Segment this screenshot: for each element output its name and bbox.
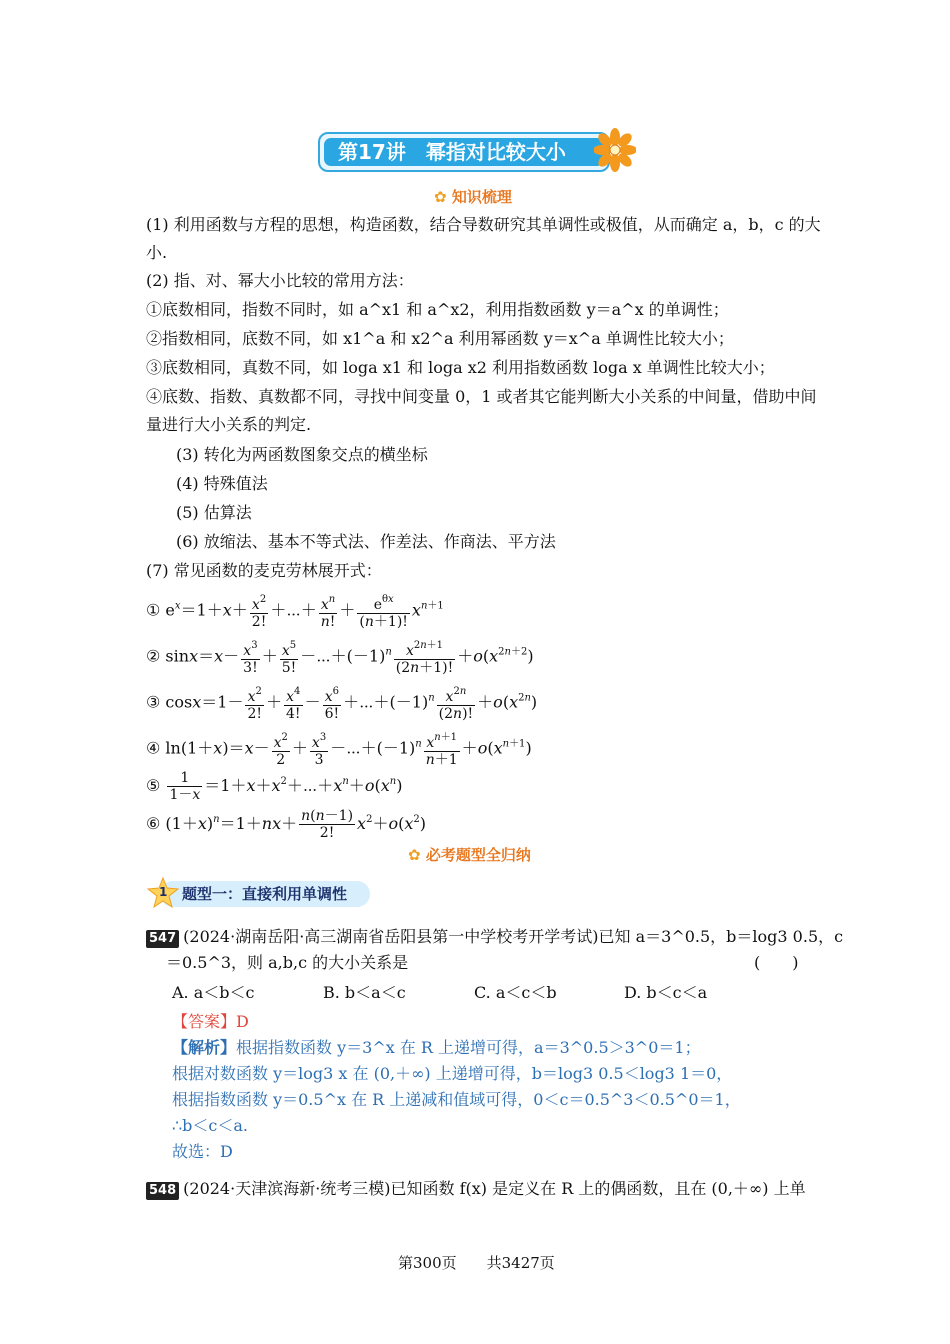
section-header-types [408, 844, 531, 865]
paragraph-5: (5) 估算法 [176, 503, 252, 522]
formula-binomial: ⑥ $(1+x)^n=1+nx+$ $\frac{n(n-1)}{2!}$ $x^2+o(x^2)$ [146, 808, 426, 841]
paragraph-3: (3) 转化为两函数图象交点的横坐标 [176, 445, 428, 464]
question-548-line1 [146, 1178, 806, 1200]
question-number: 548 [146, 1182, 179, 1200]
page-footer: 第300页 共3427页 [398, 1254, 555, 1272]
question-547-line1 [146, 926, 843, 948]
question-number: 547 [146, 930, 179, 948]
analysis-line-2: 根据对数函数 y＝log3 x 在 (0,＋∞) 上递增可得，b＝log3 0.5＜log3 1＝0， [172, 1064, 733, 1083]
flower-icon [594, 128, 636, 172]
analysis-line-1 [172, 1037, 701, 1059]
small-flower-icon: ✿ [434, 188, 447, 206]
type-title: 题型一：直接利用单调性 [182, 885, 348, 903]
paragraph-1a: (1) 利用函数与方程的思想，构造函数，结合导数研究其单调性或极值，从而确定 a，b，c 的大 [146, 215, 821, 234]
formula-ln: ④ ln(1＋x)＝x－ $\frac{x^2}{2}$ ＋ $\frac{x^3}{3}$ $-\cdots+(-1)^n$ $\frac{x^{n+1}}{n+1}$ $+o(x^{n+1})$ [146, 732, 532, 768]
answer-line [172, 1011, 249, 1033]
analysis-line-4: ∴b＜c＜a. [172, 1116, 249, 1135]
method-1: ①底数相同，指数不同时，如 a^x1 和 a^x2，利用指数函数 y＝a^x 的单调性； [146, 300, 729, 319]
paragraph-2: (2) 指、对、幂大小比较的常用方法： [146, 271, 414, 290]
answer-value: D [236, 1012, 249, 1031]
method-2: ②指数相同，底数不同，如 x1^a 和 x2^a 利用幂函数 y＝x^a 单调性比较大小； [146, 329, 734, 348]
option-d: D. b＜c＜a [624, 983, 708, 1002]
answer-paren: ( ) [754, 953, 799, 972]
chapter-title: 第17讲 幂指对比较大小 [324, 138, 604, 166]
question-text: (2024·天津滨海新·统考三模)已知函数 f(x) 是定义在 R 上的偶函数，且在 (0,＋∞) 上单 [183, 1179, 806, 1198]
formula-cos: ③ cosx＝1－ $\frac{x^2}{2!}$ ＋ $\frac{x^4}{4!}$ － $\frac{x^6}{6!}$ $+\cdots+(-1)^n$ $\frac{x^{2n}}{(2n)!}$ $+o(x^{2n})$ [146, 686, 538, 722]
analysis-text: 根据指数函数 y＝3^x 在 R 上递增可得，a＝3^0.5＞3^0＝1； [236, 1038, 701, 1057]
paragraph-1b: 小. [146, 243, 168, 262]
analysis-label: 【解析】 [172, 1038, 237, 1057]
question-text: (2024·湖南岳阳·高三湖南省岳阳县第一中学校考开学考试)已知 a＝3^0.5，b＝log3 0.5，c [183, 927, 844, 946]
method-3: ③底数相同，真数不同，如 loga x1 和 loga x2 利用指数函数 loga x 单调性比较大小； [146, 358, 775, 377]
analysis-line-3: 根据指数函数 y＝0.5^x 在 R 上递减和值域可得，0＜c＝0.5^3＜0.5^0＝1， [172, 1090, 741, 1109]
method-4a: ④底数、指数、真数都不同，寻找中间变量 0，1 或者其它能判断大小关系的中间量，借助中间 [146, 387, 817, 406]
option-b: B. b＜a＜c [323, 983, 406, 1002]
answer-label: 【答案】 [172, 1012, 237, 1031]
small-flower-icon: ✿ [408, 846, 421, 864]
option-c: C. a＜c＜b [474, 983, 557, 1002]
formula-geom: ⑤ $\frac{1}{1-x}$ $=1+x+x^2+\cdots+x^n+o(x^n)$ [146, 770, 403, 803]
section-header-label: 知识梳理 [451, 188, 512, 206]
type-header [146, 876, 370, 910]
section-header-label: 必考题型全归纳 [425, 846, 531, 864]
section-header-knowledge [434, 186, 512, 207]
paragraph-7: (7) 常见函数的麦克劳林展开式： [146, 561, 382, 580]
paragraph-4: (4) 特殊值法 [176, 474, 268, 493]
analysis-line-5: 故选：D [172, 1142, 233, 1161]
formula-exp: ① $e^x=1+x+$ $\frac{x^2}{2!}$ ＋⋯＋ $\frac{x^n}{n!}$ ＋ $\frac{e^{\theta x}}{(n+1)!}$ $x^{n+1}$ [146, 594, 444, 630]
method-4b: 量进行大小关系的判定. [146, 415, 312, 434]
type-number: 1 [159, 885, 168, 899]
formula-sin: ② sinx＝x－ $\frac{x^3}{3!}$ ＋ $\frac{x^5}{5!}$ $-\cdots+(-1)^n$ $\frac{x^{2n+1}}{(2n+1)!}$ $+o(x^{2n+2})$ [146, 640, 534, 676]
chapter-title-box [318, 132, 610, 172]
option-a: A. a＜b＜c [172, 983, 255, 1002]
question-547-line2: ＝0.5^3，则 a,b,c 的大小关系是 [166, 953, 409, 972]
paragraph-6: (6) 放缩法、基本不等式法、作差法、作商法、平方法 [176, 532, 556, 551]
